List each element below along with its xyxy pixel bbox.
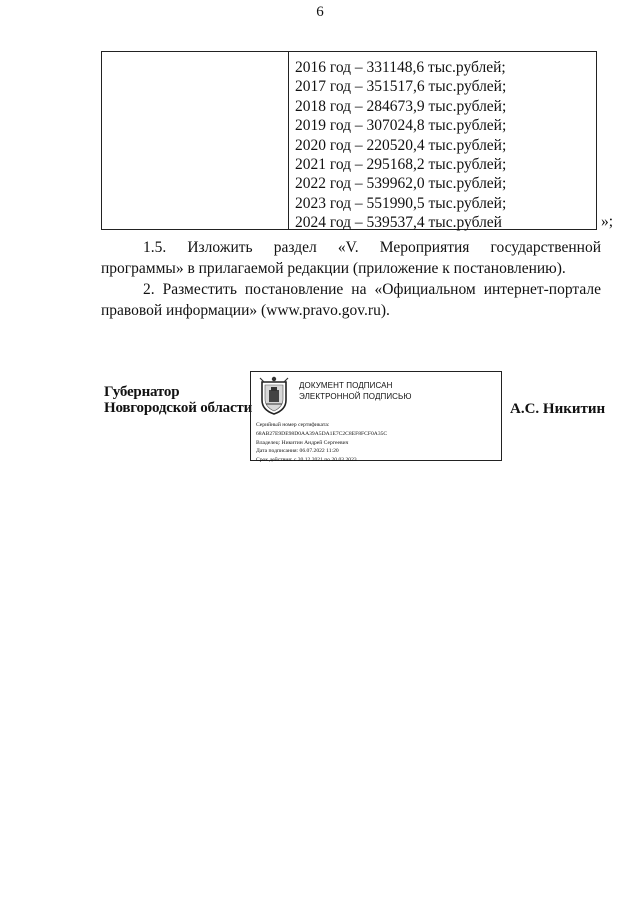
signer-name: А.С. Никитин <box>510 401 606 417</box>
signing-date: Дата подписания: 06.07.2022 11:20 <box>256 448 339 455</box>
stamp-details <box>256 421 387 465</box>
funding-year-line: 2020 год – 220520,4 тыс.рублей; <box>295 136 507 154</box>
certificate-label: Серийный номер сертификата: <box>256 422 330 428</box>
coat-of-arms-icon <box>256 376 292 416</box>
paragraph-1-5: 1.5. Изложить раздел «V. Мероприятия государственной программы» в прилагаемой редакции (приложение к постановлению). <box>101 239 601 277</box>
funding-year-line: 2022 год – 539962,0 тыс.рублей; <box>295 175 507 193</box>
certificate-number: 68AB27E9DE98D0AA39A5DA1E7C2C8EF8FCF0A35C <box>256 430 388 437</box>
funding-year-line: 2023 год – 551990,5 тыс.рублей; <box>295 194 507 212</box>
table-right-cell <box>289 52 596 232</box>
funding-year-line: 2021 год – 295168,2 тыс.рублей; <box>295 156 507 174</box>
signatory-title-line1: Губернатор <box>104 384 180 400</box>
funding-year-line: 2017 год – 351517,6 тыс.рублей; <box>295 78 507 96</box>
certificate-owner: Владелец: Никитин Андрей Сергеевич <box>256 439 349 446</box>
signatory-title <box>104 384 252 416</box>
funding-year-line: 2024 год – 539537,4 тыс.рублей <box>295 214 502 232</box>
funding-year-line: 2016 год – 331148,6 тыс.рублей; <box>295 59 506 76</box>
certificate-validity: Срок действия: с 20.12.2021 по 20.03.2023 <box>256 457 357 464</box>
electronic-signature-stamp <box>250 371 502 464</box>
signatory-title-line2: Новгородской области <box>104 400 253 416</box>
stamp-header <box>299 381 412 402</box>
table-closing-quote: »; <box>601 213 614 230</box>
funding-year-line: 2018 год – 284673,9 тыс.рублей; <box>295 97 507 115</box>
page-number: 6 <box>316 4 324 20</box>
funding-year-line: 2019 год – 307024,8 тыс.рублей; <box>295 117 507 135</box>
stamp-header-line2: ЭЛЕКТРОННОЙ ПОДПИСЬЮ <box>299 391 412 401</box>
paragraph-2: 2. Разместить постановление на «Официальном интернет-портале правовой информации» (www.pravo.gov.ru). <box>101 281 601 319</box>
funding-table <box>101 51 597 230</box>
table-left-cell <box>102 52 289 229</box>
stamp-header-line1: ДОКУМЕНТ ПОДПИСАН <box>299 381 393 390</box>
